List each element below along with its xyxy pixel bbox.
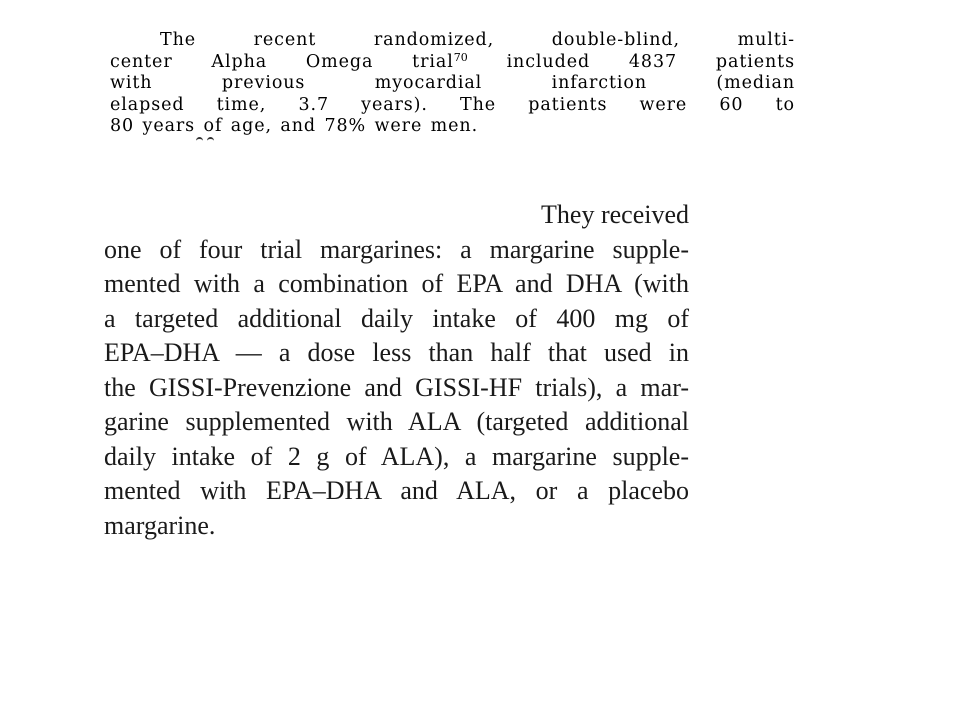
main-line-2: one of four trial margarines: a margarine supple- — [104, 234, 689, 264]
main-line-8: daily intake of 2 g of ALA), a margarine supple- — [104, 441, 689, 471]
main-line-1: They received — [541, 200, 689, 229]
top-line-5: 80 years of age, and 78% were men. — [110, 116, 479, 136]
top-line-2-end: included 4837 patients — [506, 51, 795, 72]
main-line-4: a targeted additional daily intake of 400 mg of — [104, 303, 689, 333]
main-line-6: the GISSI-Prevenzione and GISSI-HF trials), a mar- — [104, 372, 689, 402]
main-line-5: EPA–DHA — a dose less than half that used in — [104, 338, 689, 367]
cropped-glyph — [207, 137, 214, 141]
main-line-7: garine supplemented with ALA (targeted additional — [104, 407, 689, 436]
top-line-2-start: center Alpha Omega trial — [110, 51, 454, 72]
main-text-clipping — [104, 198, 689, 543]
top-text-clipping — [110, 30, 795, 138]
cropped-text-fragment — [196, 131, 236, 141]
top-line-1: The recent randomized, double-blind, multi- — [160, 30, 795, 50]
citation-superscript: 70 — [453, 50, 468, 64]
main-line-9: mented with EPA–DHA and ALA, or a placebo — [104, 476, 689, 505]
top-line-4: elapsed time, 3.7 years). The patients were 60 to — [110, 94, 795, 115]
main-line-10: margarine. — [104, 510, 216, 540]
top-line-3: with previous myocardial infarction (median — [110, 73, 795, 93]
top-line-2 — [110, 52, 795, 74]
cropped-glyph — [196, 137, 203, 141]
main-line-3: mented with a combination of EPA and DHA (with — [104, 269, 689, 298]
